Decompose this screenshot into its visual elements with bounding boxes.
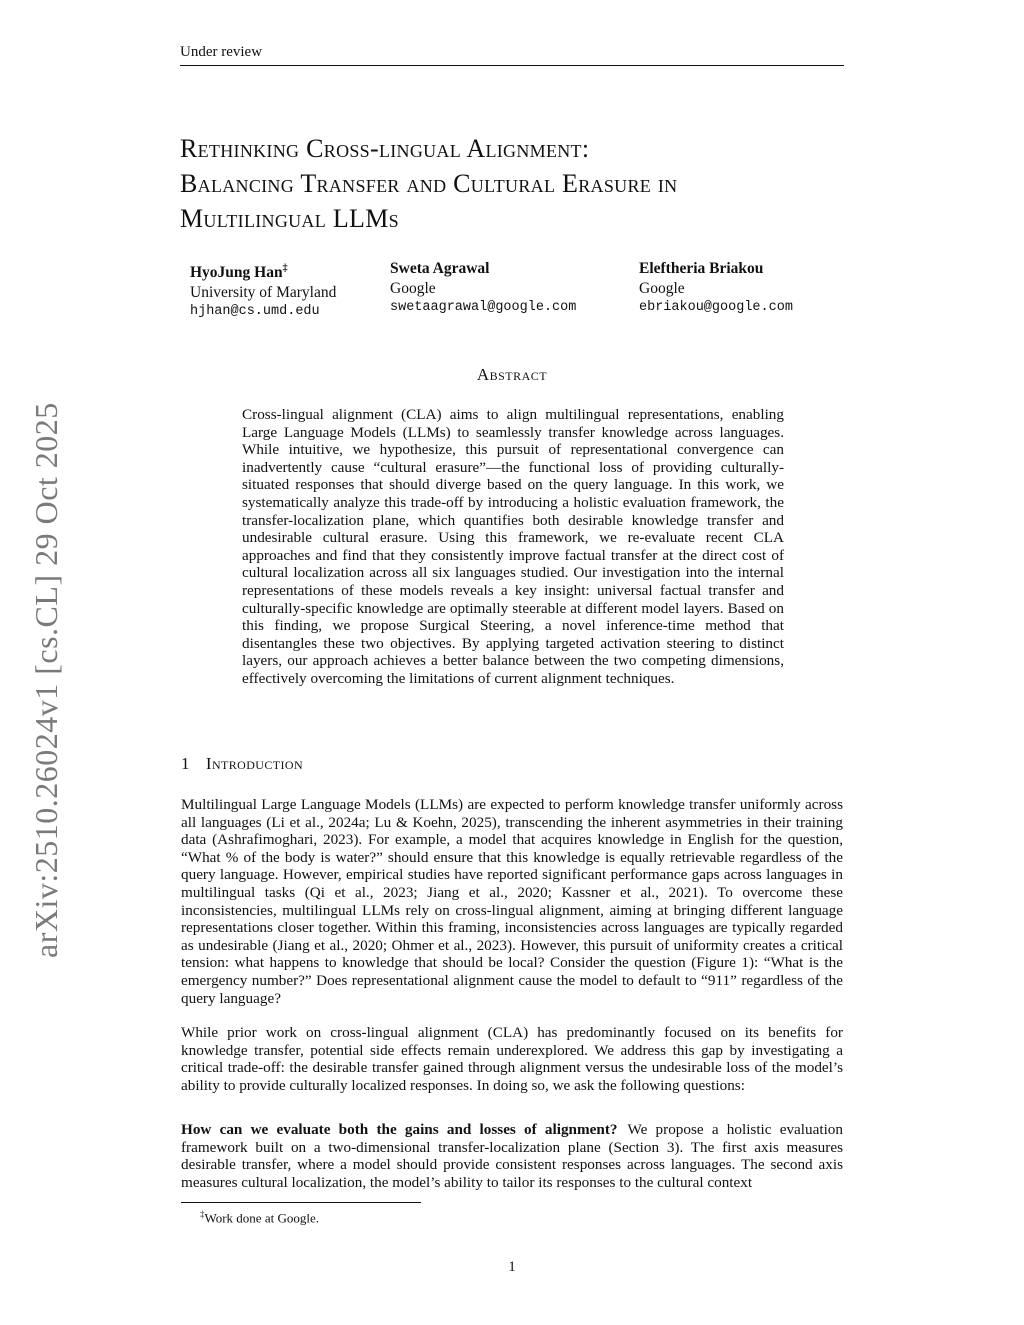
- author-affiliation: Google: [639, 279, 685, 297]
- section-heading: [181, 754, 303, 774]
- author-block-1: [190, 259, 336, 322]
- author-name: Eleftheria Briakou: [639, 260, 764, 277]
- paper-title: [180, 131, 860, 236]
- author-email: hjhan@cs.umd.edu: [190, 304, 320, 320]
- paragraph-lead-question: How can we evaluate both the gains and losses of alignment?: [181, 1121, 618, 1138]
- title-line-2: Balancing Transfer and Cultural Erasure in: [180, 169, 678, 198]
- author-affiliation: University of Maryland: [190, 283, 337, 301]
- paragraph-body: We propose a holistic evaluation framework built on a two-dimensional transfer-localization plane (Section 3). The first axis measures desirable transfer, where a model should provide consistent responses across languages. The second axis measures cultural localization, the model’s ability to tailor its responses to the cultural context: [181, 1121, 843, 1191]
- section-number: 1: [181, 754, 190, 773]
- title-line-3: Multilingual LLMs: [180, 204, 399, 233]
- intro-paragraph-1: Multilingual Large Language Models (LLMs) are expected to perform knowledge transfer uniformly across all languages (Li et al., 2024a; Lu & Koehn, 2025), transcending the inherent asymmetries in their training data (Ashrafimoghari, 2023). For example, a model that acquires knowledge in English for the question, “What % of the body is water?” should ensure that this knowledge is equally retrievable regardless of the query language. However, empirical studies have reported significant performance gaps across languages in multilingual tasks (Qi et al., 2023; Jiang et al., 2020; Kassner et al., 2021). To overcome these inconsistencies, multilingual LLMs rely on cross-lingual alignment, aiming at bringing different language representations closer together. Within this framing, inconsistencies across languages are typically regarded as undesirable (Jiang et al., 2020; Ohmer et al., 2023). However, this pursuit of uniformity creates a critical tension: what happens to knowledge that should be local? Consider the question (Figure 1): “What is the emergency number?” Does representational alignment cause the model to default to “911” regardless of the query language?: [181, 796, 843, 1007]
- section-title: Introduction: [205, 754, 304, 773]
- footnote-mark: ‡: [200, 1209, 205, 1219]
- arxiv-side-stamp: arXiv:2510.26024v1 [cs.CL] 29 Oct 2025: [28, 402, 64, 958]
- footnote-text: Work done at Google.: [204, 1210, 319, 1226]
- author-email: swetaagrawal@google.com: [390, 300, 577, 315]
- author-block-3: [639, 259, 793, 318]
- author-footnote-mark: ‡: [282, 263, 288, 274]
- abstract-text: Cross-lingual alignment (CLA) aims to align multilingual representations, enabling Large Language Models (LLMs) to seamlessly transfer knowledge across languages. While intuitive, we hypothesize, this pursuit of representational convergence can inadvertently cause “cultural erasure”—the functional loss of providing culturally-situated responses that should diverge based on the query language. In this work, we systematically analyze this trade-off by introducing a holistic evaluation framework, the transfer-localization plane, which quantifies both desirable knowledge transfer and undesirable cultural erasure. Using this framework, we re-evaluate recent CLA approaches and find that they consistently improve factual transfer at the direct cost of cultural localization across all six languages studied. Our investigation into the internal representations of these models reveals a key insight: universal factual transfer and culturally-specific knowledge are optimally steerable at different model layers. Based on this finding, we propose Surgical Steering, a novel inference-time method that disentangles these two objectives. By applying targeted activation steering to distinct layers, our approach achieves a better balance between the two competing dimensions, effectively overcoming the limitations of current alignment techniques.: [242, 406, 784, 687]
- running-header: Under review: [180, 44, 263, 60]
- header-rule: [180, 65, 844, 66]
- intro-paragraph-2: While prior work on cross-lingual alignment (CLA) has predominantly focused on its benefits for knowledge transfer, potential side effects remain underexplored. We address this gap by investigating a critical trade-off: the desirable transfer gained through alignment versus the undesirable loss of the model’s ability to provide culturally localized responses. In doing so, we ask the following questions:: [181, 1024, 843, 1094]
- author-affiliation: Google: [390, 279, 436, 297]
- author-email: ebriakou@google.com: [639, 300, 793, 315]
- abstract-heading: Abstract: [476, 365, 548, 384]
- author-block-2: [390, 259, 576, 318]
- footnote: [200, 1209, 319, 1226]
- intro-paragraph-3: [181, 1121, 843, 1191]
- author-name: HyoJung Han‡: [190, 263, 288, 282]
- footnote-rule: [181, 1202, 421, 1203]
- author-name: Sweta Agrawal: [390, 260, 490, 277]
- title-line-1: Rethinking Cross-lingual Alignment:: [180, 134, 590, 163]
- page-number: 1: [508, 1259, 516, 1275]
